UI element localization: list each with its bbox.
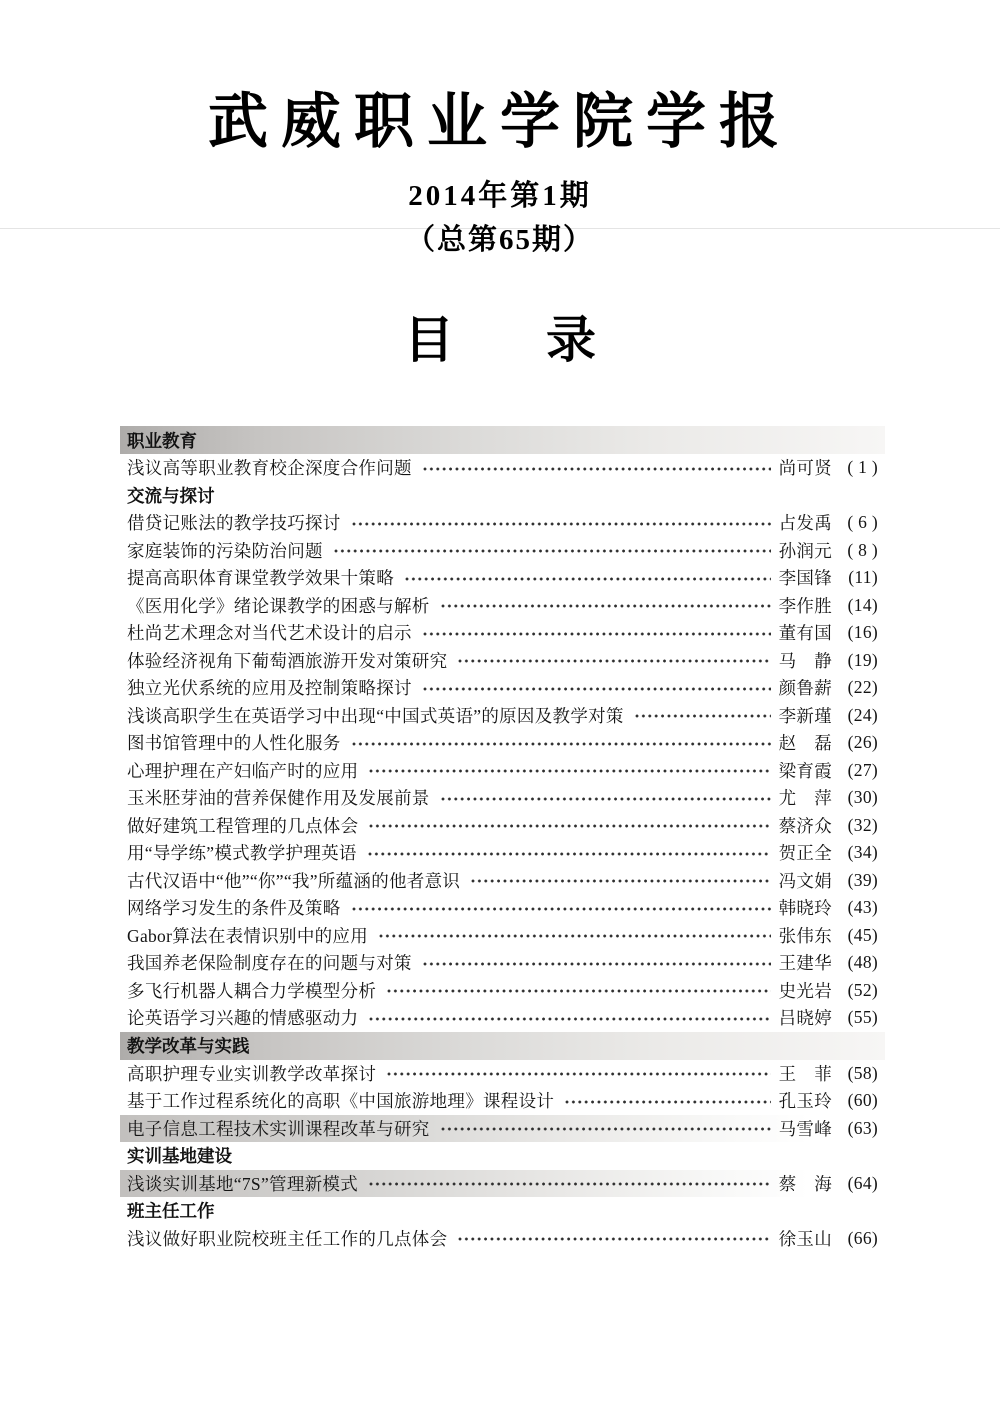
dot-leader [378,933,771,939]
entry-title: 网络学习发生的条件及策略 [127,898,341,919]
entry-page: (52) [847,979,878,1000]
dot-leader [422,466,771,472]
entry-page: (39) [847,869,878,890]
entry-page: (64) [847,1172,878,1193]
entry-title: 电子信息工程技术实训课程改革与研究 [127,1118,430,1139]
toc-entry [127,949,878,977]
entry-page: (66) [847,1227,878,1248]
entry-title: 体验经济视角下葡萄酒旅游开发对策研究 [127,650,448,671]
entry-title: 我国养老保险制度存在的问题与对策 [127,953,412,974]
issue-line: 2014年第1期 [408,180,592,212]
section-header: 教学改革与实践 [120,1032,885,1060]
section-header: 职业教育 [120,426,885,454]
toc-heading-left: 目 [404,312,454,368]
entry-page: (60) [847,1090,878,1111]
toc-entry [127,784,878,812]
entry-title: 图书馆管理中的人性化服务 [127,733,341,754]
entry-page: (45) [847,924,878,945]
toc [127,426,878,1252]
toc-entry [127,1060,878,1088]
entry-author: 孔玉玲 [778,1091,832,1112]
entry-author: 马 静 [778,650,832,671]
dot-leader [440,796,771,802]
dot-leader [386,988,770,994]
volume-line: （总第65期） [405,224,594,256]
entry-author: 李新瑾 [778,705,832,726]
dot-leader [333,548,771,554]
section-header: 交流与探讨 [127,485,215,506]
entry-author: 马雪峰 [778,1118,832,1139]
entry-author: 韩晓玲 [778,898,832,919]
dot-leader [470,878,770,884]
toc-entry [127,619,878,647]
dot-leader [422,961,771,967]
entry-author: 赵 磊 [778,733,832,754]
dot-leader [440,1126,771,1132]
entry-author: 张伟东 [778,925,832,946]
entry-title: 浅议做好职业院校班主任工作的几点体会 [127,1228,448,1249]
entry-author: 王建华 [778,953,832,974]
entry-author: 贺正全 [778,843,832,864]
entry-author: 孙润元 [778,540,832,561]
entry-page: (14) [847,594,878,615]
entry-title: 基于工作过程系统化的高职《中国旅游地理》课程设计 [127,1091,555,1112]
entry-page: (27) [847,759,878,780]
toc-entry [127,867,878,895]
section-header: 班主任工作 [127,1201,215,1222]
entry-title: 浅议高等职业教育校企深度合作问题 [127,458,412,479]
dot-leader [422,686,771,692]
entry-author: 吕晓婷 [778,1008,832,1029]
entry-author: 徐玉山 [778,1228,832,1249]
entry-page: (16) [847,622,878,643]
dot-leader [368,1181,771,1187]
toc-entry [127,537,878,565]
dot-leader [351,906,771,912]
entry-author: 梁育霞 [778,760,832,781]
toc-entry [120,1170,885,1198]
toc-entry [127,647,878,675]
entry-title: 《医用化学》绪论课教学的困惑与解析 [127,595,430,616]
dot-leader [440,603,771,609]
entry-title: 多飞行机器人耦合力学模型分析 [127,980,377,1001]
dot-leader [634,713,771,719]
dot-leader [404,576,771,582]
entry-page: (22) [847,677,878,698]
entry-page: (11) [848,567,878,588]
entry-page: (26) [847,732,878,753]
entry-author: 李国锋 [778,568,832,589]
entry-title: 玉米胚芽油的营养保健作用及发展前景 [127,788,430,809]
entry-page: (43) [847,897,878,918]
dot-leader [564,1099,770,1105]
toc-entry [127,674,878,702]
entry-author: 颜鲁薪 [778,678,832,699]
dot-leader [457,658,770,664]
dot-leader [386,1071,770,1077]
toc-entry [127,1004,878,1032]
dot-leader [351,521,771,527]
journal-title: 武威职业学院学报 [208,89,792,155]
toc-entry [127,729,878,757]
entry-author: 董有国 [778,623,832,644]
toc-entry [127,812,878,840]
section-header: 实训基地建设 [127,1146,232,1167]
entry-author: 史光岩 [778,980,832,1001]
entry-title: 做好建筑工程管理的几点体会 [127,815,359,836]
entry-page: ( 1 ) [847,457,878,478]
toc-entry [127,592,878,620]
masthead [0,0,1000,258]
dot-leader [351,741,771,747]
dot-leader [368,823,770,829]
entry-page: (55) [847,1007,878,1028]
entry-page: (30) [847,787,878,808]
toc-entry [127,702,878,730]
dot-leader [457,1236,770,1242]
entry-author: 尤 萍 [778,788,832,809]
entry-author: 占发禹 [778,513,832,534]
entry-author: 尚可贤 [778,458,832,479]
entry-page: ( 6 ) [847,512,878,533]
entry-author: 冯文娟 [778,870,832,891]
toc-entry [127,922,878,950]
entry-page: (58) [847,1062,878,1083]
entry-author: 蔡济众 [778,815,832,836]
entry-page: (19) [847,649,878,670]
dot-leader [367,851,771,857]
toc-entry [120,1115,885,1143]
entry-title: 古代汉语中“他”“你”“我”所蕴涵的他者意识 [127,870,461,891]
toc-entry [127,839,878,867]
entry-page: (48) [847,952,878,973]
toc-entry [127,757,878,785]
entry-page: ( 8 ) [847,539,878,560]
entry-title: 借贷记账法的教学技巧探讨 [127,513,341,534]
entry-title: 心理护理在产妇临产时的应用 [127,760,359,781]
entry-author: 蔡 海 [778,1173,832,1194]
dot-leader [422,631,771,637]
toc-entry [127,1087,878,1115]
entry-title: 高职护理专业实训教学改革探讨 [127,1063,377,1084]
toc-entry [127,454,878,482]
entry-title: 浅谈实训基地“7S”管理新模式 [127,1173,359,1194]
toc-entry [127,894,878,922]
toc-entry [127,564,878,592]
entry-title: 浅谈高职学生在英语学习中出现“中国式英语”的原因及教学对策 [127,705,624,726]
entry-title: 杜尚艺术理念对当代艺术设计的启示 [127,623,412,644]
entry-page: (24) [847,704,878,725]
entry-page: (32) [847,814,878,835]
entry-title: Gabor算法在表情识别中的应用 [127,925,369,946]
entry-title: 提高高职体育课堂教学效果十策略 [127,568,394,589]
entry-page: (63) [847,1117,878,1138]
toc-heading-right: 录 [546,312,596,368]
entry-title: 独立光伏系统的应用及控制策略探讨 [127,678,412,699]
dot-leader [368,768,770,774]
entry-author: 王 菲 [778,1063,832,1084]
toc-entry [127,1225,878,1253]
entry-title: 用“导学练”模式教学护理英语 [127,843,357,864]
entry-title: 家庭装饰的污染防治问题 [127,540,323,561]
entry-author: 李作胜 [778,595,832,616]
toc-heading [0,300,1000,372]
toc-entry [127,977,878,1005]
dot-leader [368,1016,770,1022]
toc-entry [127,509,878,537]
entry-page: (34) [847,842,878,863]
entry-title: 论英语学习兴趣的情感驱动力 [127,1008,359,1029]
